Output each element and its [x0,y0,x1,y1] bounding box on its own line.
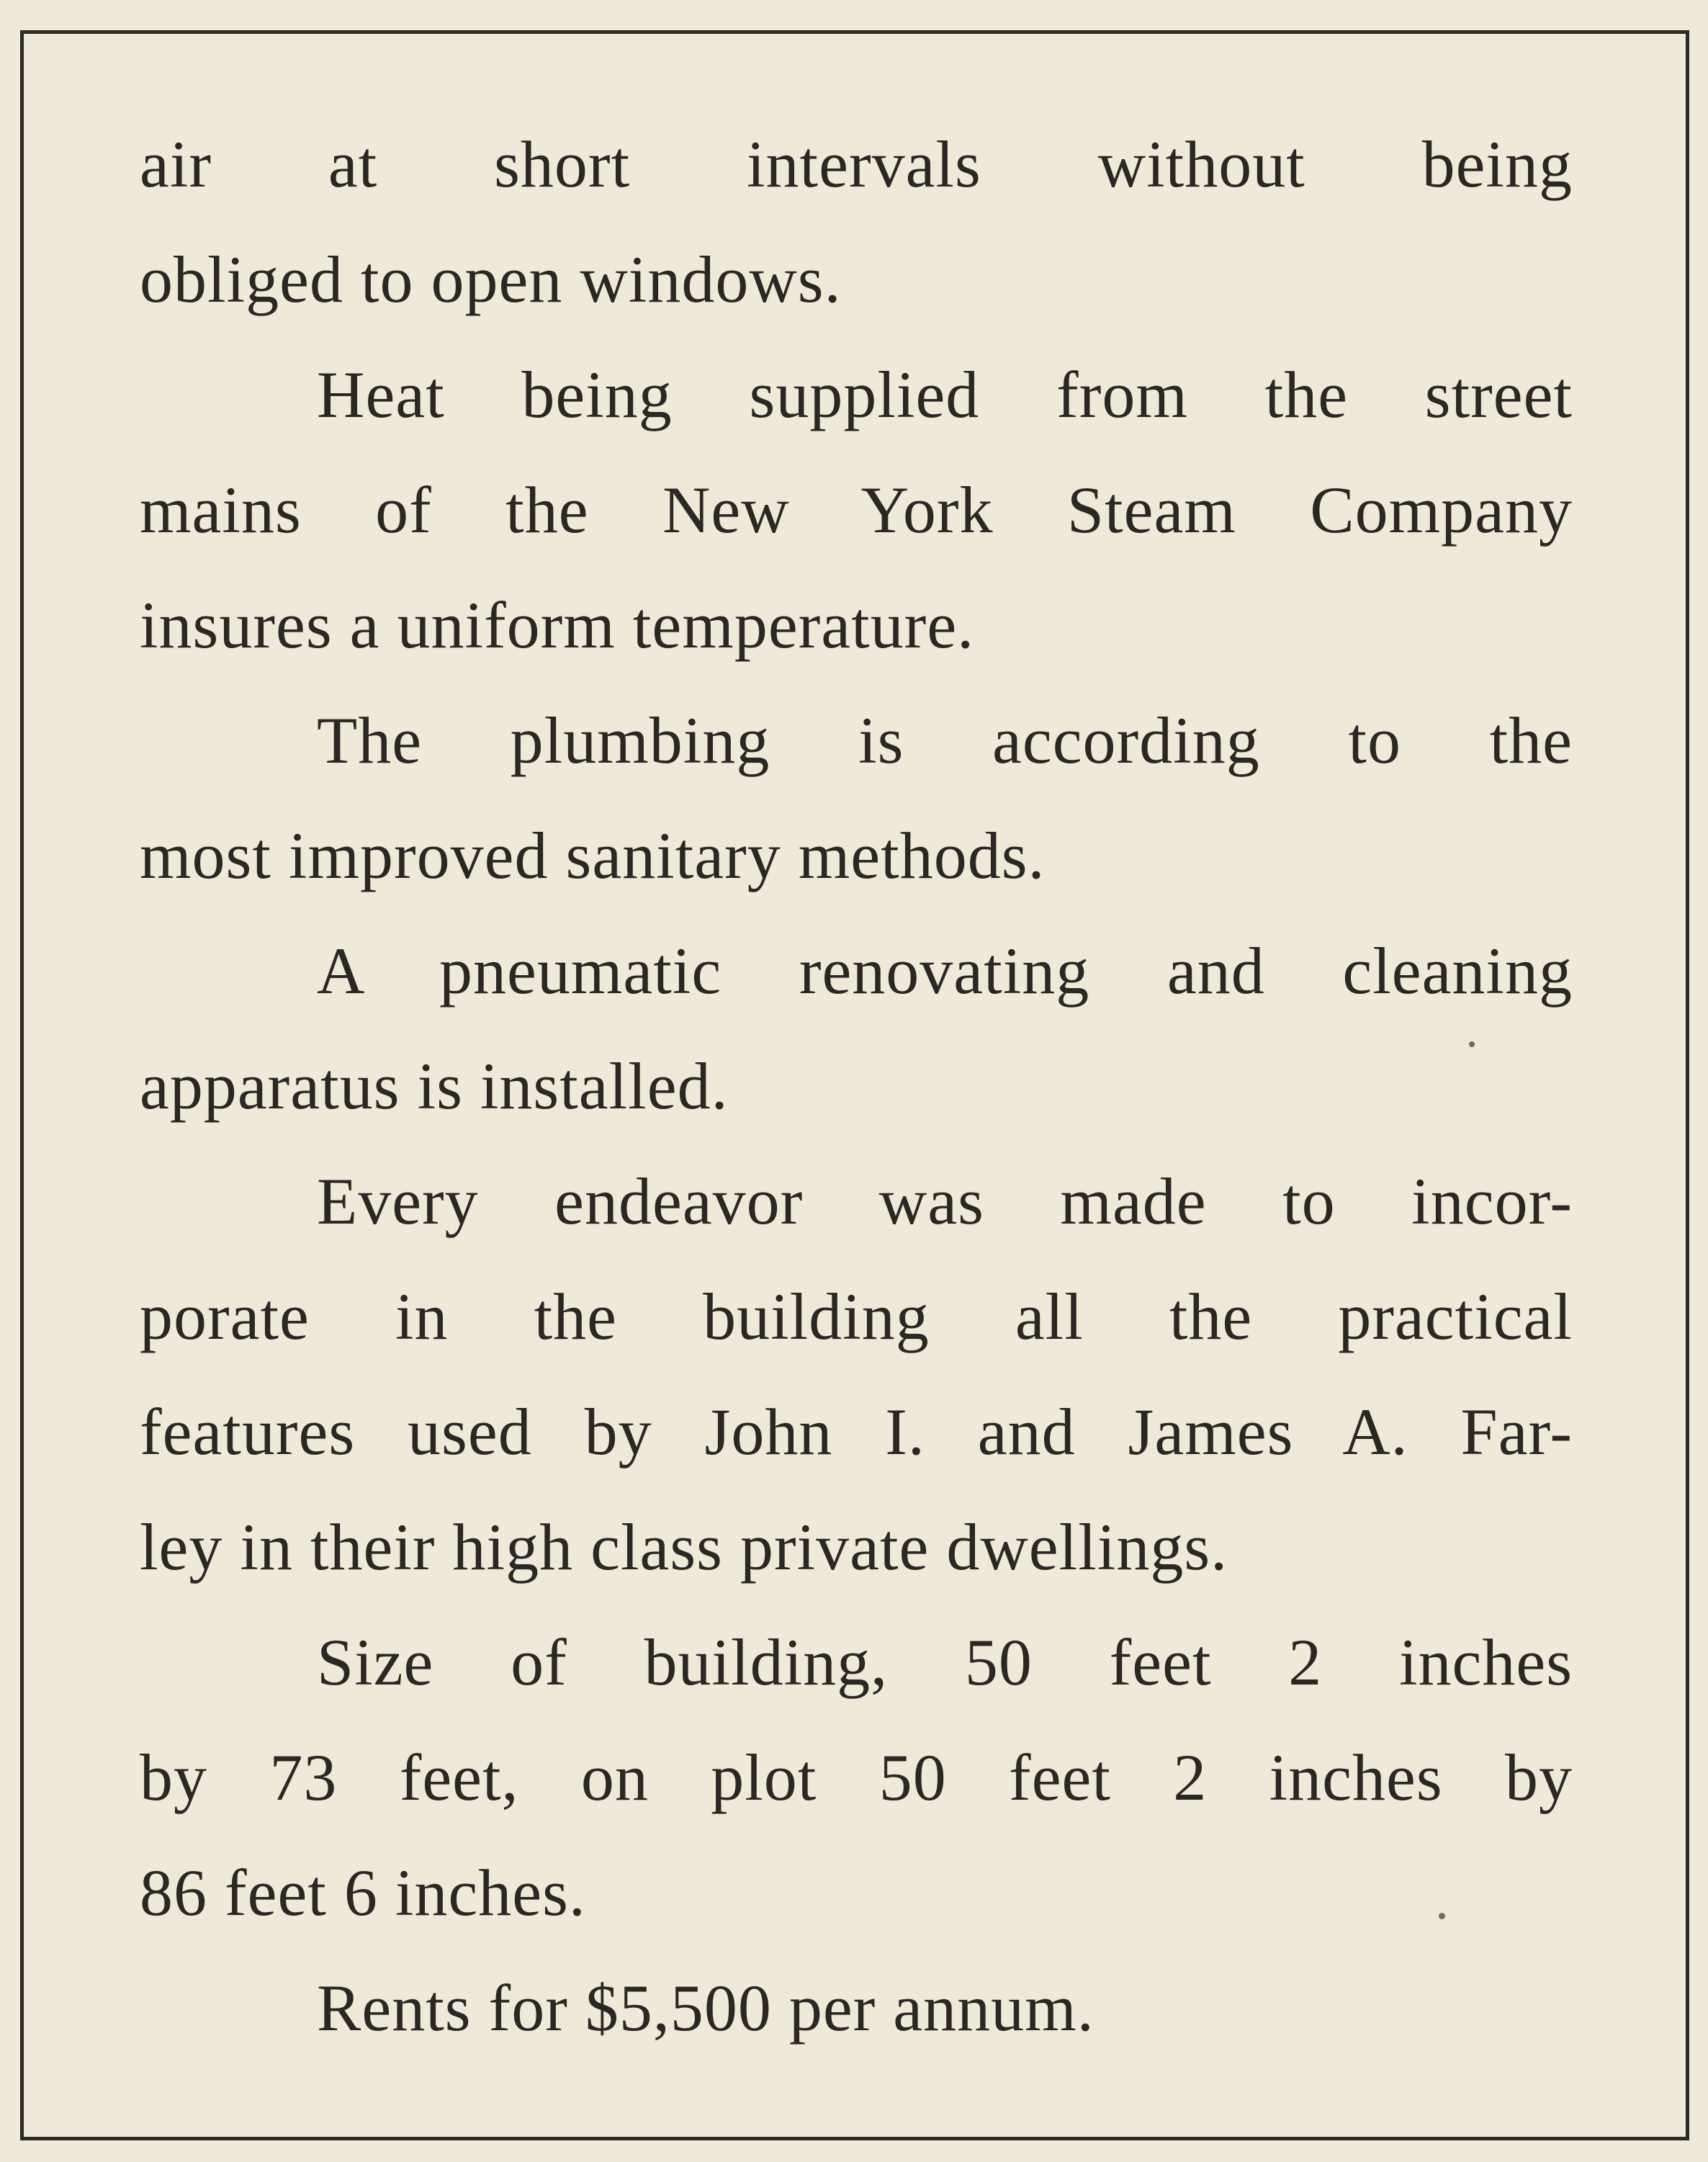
text-line: porate in the building all the practical [140,1280,1573,1353]
text-line: ley in their high class private dwellings. [140,1510,1228,1584]
text-line: air at short intervals without being [140,127,1573,201]
text-line: 86 feet 6 inches. [140,1856,586,1929]
text-line: obliged to open windows. [140,243,842,316]
text-line: Heat being supplied from the street [317,358,1573,431]
text-line: Rents for $5,500 per annum. [317,1971,1095,2045]
text-line: A pneumatic renovating and cleaning [317,934,1573,1008]
text-line: by 73 feet, on plot 50 feet 2 inches by [140,1741,1573,1814]
paper-speck [1469,1041,1475,1047]
text-line: The plumbing is according to the [317,704,1573,777]
text-line: insures a uniform temperature. [140,588,975,662]
text-line: apparatus is installed. [140,1049,729,1123]
text-line: features used by John I. and James A. Far- [140,1395,1573,1468]
text-line: mains of the New York Steam Company [140,473,1573,547]
text-line: most improved sanitary methods. [140,819,1046,892]
paper-speck [1439,1913,1445,1919]
text-line: Every endeavor was made to incor- [317,1165,1573,1238]
text-line: Size of building, 50 feet 2 inches [317,1625,1573,1699]
